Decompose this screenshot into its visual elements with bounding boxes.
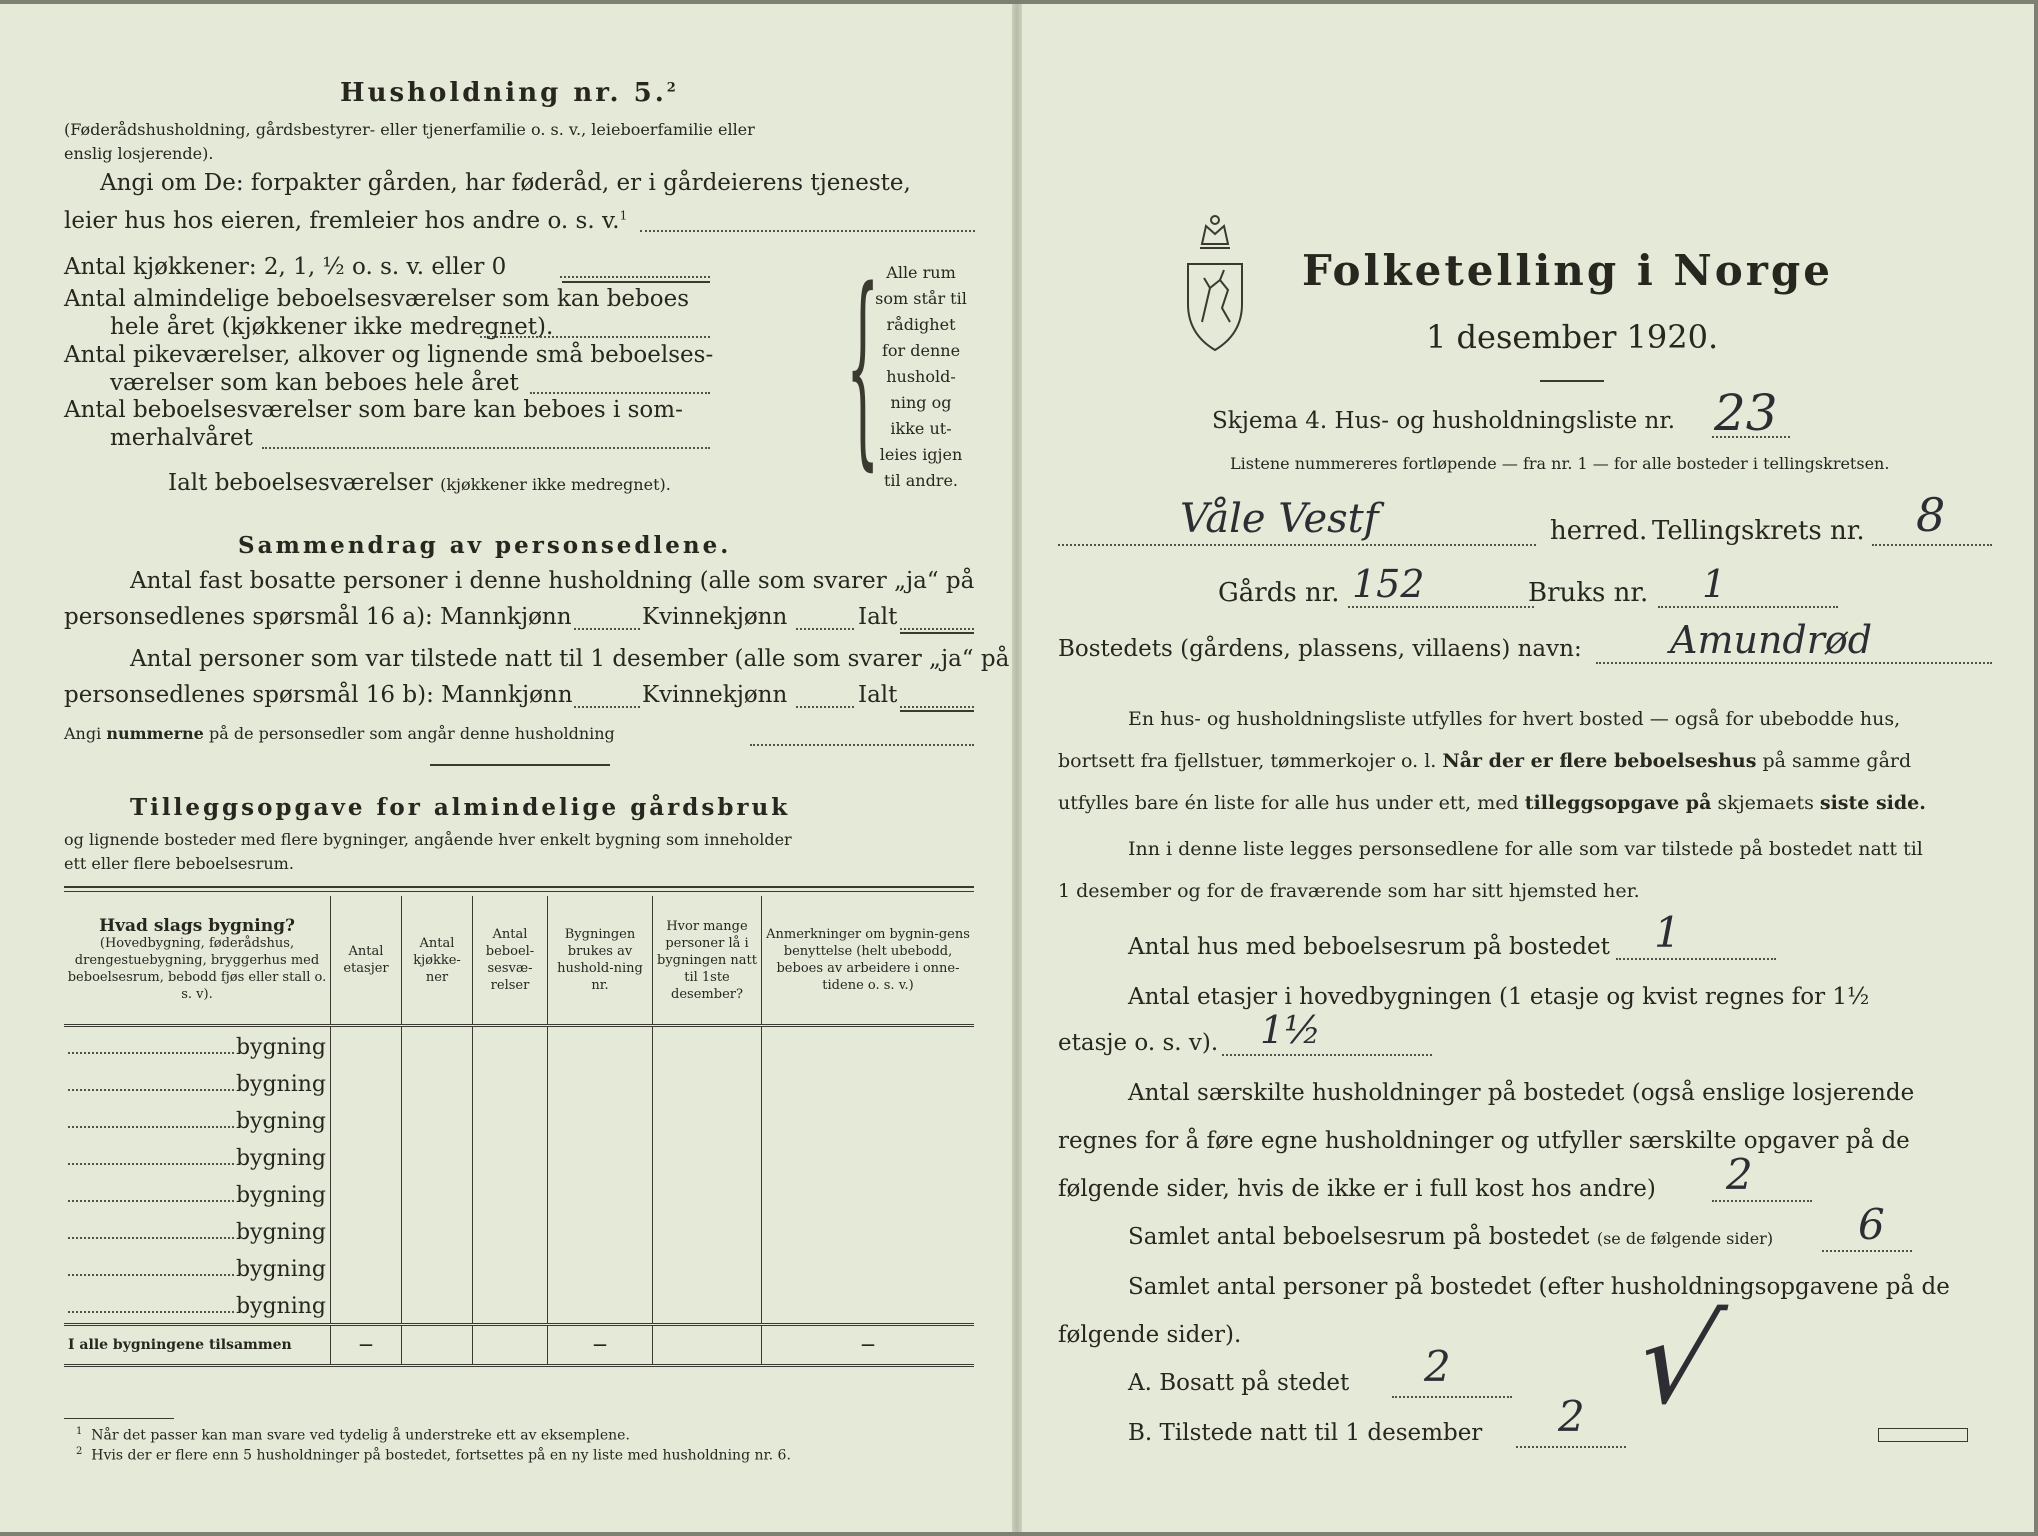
skjema-label: Skjema 4. Hus- og husholdningsliste nr.: [1212, 408, 1676, 434]
table-total-row: [64, 1325, 974, 1366]
bruks-value: 1: [1702, 562, 1727, 606]
tilstede-line-1: Antal personer som var tilstede natt til 1 desember (alle som svarer „ja“ på: [130, 646, 1010, 672]
angi-dotline: [640, 230, 975, 232]
total-personer: [653, 1325, 762, 1366]
gards-value: 152: [1352, 562, 1425, 606]
bosatt-label: A. Bosatt på stedet: [1128, 1370, 1350, 1396]
total-anmerkninger: —: [762, 1325, 975, 1366]
row-type-cell[interactable]: bygning: [64, 1064, 331, 1101]
table-row: [64, 1064, 974, 1101]
col-anmerkninger: Anmerkninger om bygnin-gens benyttelse (helt ubebodd, beboes av arbeidere i onne-tidene o. s. v.): [762, 896, 975, 1026]
col-etasjer: Antal etasjer: [331, 896, 402, 1026]
title-divider: [1540, 380, 1604, 382]
row-kjokkener-cell[interactable]: [402, 1212, 473, 1249]
row-etasjer-cell[interactable]: [331, 1249, 402, 1286]
bosted-label: Bostedets (gårdens, plassens, villaens) navn:: [1058, 636, 1582, 662]
samlet-rum-value: 6: [1858, 1200, 1885, 1249]
intro-line-1: (Føderådshusholdning, gårdsbestyrer- eller tjenerfamilie o. s. v., leieboerfamilie eller: [64, 120, 755, 139]
row-personer-cell[interactable]: [653, 1175, 762, 1212]
total-etasjer: —: [331, 1325, 402, 1366]
sommer-dotline: [262, 447, 710, 449]
listene-note: Listene nummereres fortløpende — fra nr. 1 — for alle bosteder i tellingskretsen.: [1230, 454, 1890, 473]
row-kjokkener-cell[interactable]: [402, 1064, 473, 1101]
row-type-cell[interactable]: bygning: [64, 1175, 331, 1212]
section-divider: [430, 764, 610, 766]
tellingskrets-dotline: [1872, 544, 1992, 546]
row-kjokkener-cell[interactable]: [402, 1138, 473, 1175]
saerskilte-dotline: [1712, 1200, 1812, 1202]
row-etasjer-cell[interactable]: [331, 1286, 402, 1325]
table-row: [64, 1249, 974, 1286]
row-kjokkener-cell[interactable]: [402, 1101, 473, 1138]
kjokkener-label: Antal kjøkkener: 2, 1, ½ o. s. v. eller 0: [64, 254, 507, 280]
pike-line-2: værelser som kan beboes hele året: [110, 370, 519, 396]
row-anmerkninger-cell[interactable]: [762, 1249, 975, 1286]
hus-value: 1: [1654, 908, 1681, 957]
row-vaerelser-cell[interactable]: [473, 1212, 548, 1249]
summary-title: Sammendrag av personsedlene.: [238, 532, 732, 559]
row-anmerkninger-cell[interactable]: [762, 1175, 975, 1212]
footnote-rule: [64, 1418, 174, 1419]
col-kjokkener: Antal kjøkke-ner: [402, 896, 473, 1026]
kjokkener-answer-line: [562, 281, 710, 283]
row-anmerkninger-cell[interactable]: [762, 1101, 975, 1138]
tilstede-label: B. Tilstede natt til 1 desember: [1128, 1420, 1483, 1446]
almind-line-1: Antal almindelige beboelsesværelser som kan beboes: [64, 286, 690, 312]
samlet-rum-dotline: [1822, 1250, 1912, 1252]
para1-line-1: En hus- og husholdningsliste utfylles for hvert bosted — også for ubebodde hus,: [1128, 708, 1901, 730]
row-personer-cell[interactable]: [653, 1064, 762, 1101]
tilstede-ialt-dotline: [900, 706, 974, 708]
tilstede-ialt-label: Ialt: [858, 682, 898, 708]
etasjer-dotline: [1222, 1054, 1432, 1056]
row-anmerkninger-cell[interactable]: [762, 1026, 975, 1065]
row-vaerelser-cell[interactable]: [473, 1026, 548, 1065]
tilstede-dotline: [1516, 1446, 1626, 1448]
census-sheet: [0, 4, 2034, 1532]
table-row: [64, 1212, 974, 1249]
etasjer-line-2: etasje o. s. v).: [1058, 1030, 1219, 1056]
pike-line-1: Antal pikeværelser, alkover og lignende små beboelses-: [64, 342, 714, 368]
samlet-pers-line-2: følgende sider).: [1058, 1322, 1242, 1348]
herred-value: Våle Vestf: [1180, 496, 1379, 542]
row-anmerkninger-cell[interactable]: [762, 1138, 975, 1175]
total-vaerelser: [473, 1325, 548, 1366]
col-husholdning-nr: Bygningen brukes av hushold-ning nr.: [548, 896, 653, 1026]
row-etasjer-cell[interactable]: [331, 1101, 402, 1138]
row-vaerelser-cell[interactable]: [473, 1064, 548, 1101]
row-kjokkener-cell[interactable]: [402, 1175, 473, 1212]
etasjer-value: 1½: [1260, 1008, 1322, 1052]
col-personer: Hvor mange personer lå i bygningen natt til 1ste desember?: [653, 896, 762, 1026]
tilstede-kvinne-dotline: [796, 706, 854, 708]
row-vaerelser-cell[interactable]: [473, 1138, 548, 1175]
samlet-pers-line-1: Samlet antal personer på bostedet (efter husholdningsopgavene på de: [1128, 1274, 1950, 1300]
row-husholdning-cell[interactable]: [548, 1064, 653, 1101]
row-husholdning-cell[interactable]: [548, 1175, 653, 1212]
samlet-rum-label: Samlet antal beboelsesrum på bostedet (se de følgende sider): [1128, 1224, 1774, 1250]
row-kjokkener-cell[interactable]: [402, 1026, 473, 1065]
row-etasjer-cell[interactable]: [331, 1064, 402, 1101]
row-personer-cell[interactable]: [653, 1026, 762, 1065]
table-row: [64, 1101, 974, 1138]
bosatt-value: 2: [1424, 1342, 1451, 1391]
row-anmerkninger-cell[interactable]: [762, 1212, 975, 1249]
row-type-cell[interactable]: bygning: [64, 1101, 331, 1138]
building-table: [64, 896, 974, 1367]
tellingskrets-label: Tellingskrets nr.: [1652, 516, 1865, 546]
coat-of-arms-icon: [1180, 204, 1250, 354]
household-title: Husholdning nr. 5.$^2$: [340, 78, 679, 108]
table-top-rule-2: [64, 891, 974, 892]
brace-icon: {: [846, 244, 880, 489]
hus-dotline: [1616, 958, 1776, 960]
bosted-value: Amundrød: [1670, 618, 1873, 662]
row-husholdning-cell[interactable]: [548, 1026, 653, 1065]
fast-mann-dotline: [574, 628, 640, 630]
row-type-cell[interactable]: bygning: [64, 1286, 331, 1325]
footnote-2: $^2$ Hvis der er flere enn 5 husholdninger på bostedet, fortsettes på en ny liste med husholdning nr. 6.: [76, 1446, 791, 1464]
herred-dotline: [1058, 544, 1536, 546]
right-page: [1022, 4, 2034, 1532]
saerskilte-line-1: Antal særskilte husholdninger på bostedet (også enslige losjerende: [1128, 1080, 1915, 1106]
saerskilte-line-3: følgende sider, hvis de ikke er i full kost hos andre): [1058, 1176, 1656, 1202]
check-mark-icon: √: [1625, 1292, 1732, 1431]
ialt-label: Ialt beboelsesværelser (kjøkkener ikke medregnet).: [168, 470, 671, 496]
row-vaerelser-cell[interactable]: [473, 1286, 548, 1325]
row-personer-cell[interactable]: [653, 1138, 762, 1175]
sommer-line-1: Antal beboelsesværelser som bare kan beboes i som-: [64, 397, 683, 423]
total-kjokkener: [402, 1325, 473, 1366]
row-personer-cell[interactable]: [653, 1101, 762, 1138]
para1-line-2: bortsett fra fjellstuer, tømmerkojer o. l. Når der er flere beboelseshus på samme gård: [1058, 750, 1912, 772]
row-anmerkninger-cell[interactable]: [762, 1286, 975, 1325]
para2-line-1: Inn i denne liste legges personsedlene for alle som var tilstede på bostedet natt til: [1128, 838, 1923, 860]
row-vaerelser-cell[interactable]: [473, 1249, 548, 1286]
fast-ialt-label: Ialt: [858, 604, 898, 630]
page-fold: [1012, 4, 1022, 1532]
para1-line-3: utfylles bare én liste for alle hus under ett, med tilleggsopgave på skjemaets siste side.: [1058, 792, 1926, 814]
herred-label: herred.: [1550, 516, 1648, 546]
nummerne-dotline: [750, 744, 974, 746]
skjema-value: 23: [1714, 384, 1778, 442]
bosatt-dotline: [1392, 1396, 1512, 1398]
hus-label: Antal hus med beboelsesrum på bostedet: [1128, 934, 1610, 960]
table-row: [64, 1175, 974, 1212]
tilstede-ialt-underline: [900, 710, 974, 712]
tillegg-line-2: ett eller flere beboelsesrum.: [64, 854, 294, 873]
tillegg-title: Tilleggsopgave for almindelige gårdsbruk: [130, 794, 791, 821]
footnote-1: $^1$ Når det passer kan man svare ved tydelig å understreke ett av eksemplene.: [76, 1426, 630, 1444]
pike-dotline: [530, 392, 710, 394]
row-etasjer-cell[interactable]: [331, 1138, 402, 1175]
row-type-cell[interactable]: bygning: [64, 1212, 331, 1249]
printer-stamp: [1878, 1428, 1968, 1442]
row-etasjer-cell[interactable]: [331, 1212, 402, 1249]
table-row: [64, 1026, 974, 1065]
kjokkener-dotline: [560, 276, 710, 278]
gards-dotline: [1348, 606, 1534, 608]
row-anmerkninger-cell[interactable]: [762, 1064, 975, 1101]
para2-line-2: 1 desember og for de fraværende som har sitt hjemsted her.: [1058, 880, 1640, 902]
intro-line-2: enslig losjerende).: [64, 144, 214, 163]
row-kjokkener-cell[interactable]: [402, 1249, 473, 1286]
row-husholdning-cell[interactable]: [548, 1286, 653, 1325]
table-header-row: [64, 896, 974, 1026]
tilstede-line-2: personsedlenes spørsmål 16 b): Mannkjønn: [64, 682, 573, 708]
row-vaerelser-cell[interactable]: [473, 1175, 548, 1212]
gards-label: Gårds nr.: [1218, 578, 1340, 608]
fast-kvinne-dotline: [796, 628, 854, 630]
table-row: [64, 1286, 974, 1325]
almind-dotline: [480, 336, 710, 338]
row-personer-cell[interactable]: [653, 1249, 762, 1286]
side-note: Alle rum som står til rådighet for denne hushold- ning og ikke ut- leies igjen til andre.: [875, 263, 967, 490]
row-husholdning-cell[interactable]: [548, 1212, 653, 1249]
row-personer-cell[interactable]: [653, 1212, 762, 1249]
row-etasjer-cell[interactable]: [331, 1175, 402, 1212]
row-personer-cell[interactable]: [653, 1286, 762, 1325]
nummerne-line: Angi nummerne på de personsedler som angår denne husholdning: [64, 724, 615, 743]
row-husholdning-cell[interactable]: [548, 1138, 653, 1175]
main-title: Folketelling i Norge: [1302, 246, 1834, 295]
angi-line-2: leier hus hos eieren, fremleier hos andre o. s. v.$^1$: [64, 208, 628, 234]
tilstede-value: 2: [1558, 1392, 1585, 1441]
row-etasjer-cell[interactable]: [331, 1026, 402, 1065]
table-top-rule-1: [64, 886, 974, 888]
fast-line-2: personsedlenes spørsmål 16 a): Mannkjønn: [64, 604, 572, 630]
col-beboelsesvaerelser: Antal beboel-sesvæ-relser: [473, 896, 548, 1026]
row-husholdning-cell[interactable]: [548, 1249, 653, 1286]
skjema-dotline: [1712, 436, 1790, 438]
left-page: [0, 4, 1012, 1532]
total-label: I alle bygningene tilsammen: [64, 1325, 331, 1366]
row-husholdning-cell[interactable]: [548, 1101, 653, 1138]
sommer-line-2: merhalvåret: [110, 425, 253, 451]
bosted-dotline: [1596, 662, 1992, 664]
tilstede-kvinne-label: Kvinnekjønn: [642, 682, 788, 708]
row-type-cell[interactable]: bygning: [64, 1138, 331, 1175]
etasjer-line-1: Antal etasjer i hovedbygningen (1 etasje og kvist regnes for 1½: [1128, 984, 1870, 1010]
col-building-type: Hvad slags bygning? (Hovedbygning, føderådshus, drengestuebygning, bryggerhus med beboelsesrum, bebodd fjøs eller stall o. s. v).: [64, 896, 331, 1026]
fast-line-1: Antal fast bosatte personer i denne husholdning (alle som svarer „ja“ på: [130, 568, 975, 594]
row-vaerelser-cell[interactable]: [473, 1101, 548, 1138]
saerskilte-value: 2: [1726, 1150, 1753, 1199]
total-husholdning: —: [548, 1325, 653, 1366]
row-type-cell[interactable]: bygning: [64, 1026, 331, 1065]
census-date: 1 desember 1920.: [1426, 318, 1719, 356]
fast-ialt-underline: [900, 632, 974, 634]
angi-line-1: Angi om De: forpakter gården, har føderåd, er i gårdeierens tjeneste,: [100, 170, 911, 196]
table-row: [64, 1138, 974, 1175]
tillegg-line-1: og lignende bosteder med flere bygninger, angående hver enkelt bygning som inneholder: [64, 830, 792, 849]
row-kjokkener-cell[interactable]: [402, 1286, 473, 1325]
almind-line-2: hele året (kjøkkener ikke medregnet).: [110, 314, 554, 340]
row-type-cell[interactable]: bygning: [64, 1249, 331, 1286]
saerskilte-line-2: regnes for å føre egne husholdninger og utfyller særskilte opgaver på de: [1058, 1128, 1910, 1154]
bruks-label: Bruks nr.: [1528, 578, 1649, 608]
bruks-dotline: [1658, 606, 1838, 608]
fast-ialt-dotline: [900, 628, 974, 630]
tilstede-mann-dotline: [574, 706, 640, 708]
fast-kvinne-label: Kvinnekjønn: [642, 604, 788, 630]
tellingskrets-value: 8: [1916, 488, 1946, 542]
